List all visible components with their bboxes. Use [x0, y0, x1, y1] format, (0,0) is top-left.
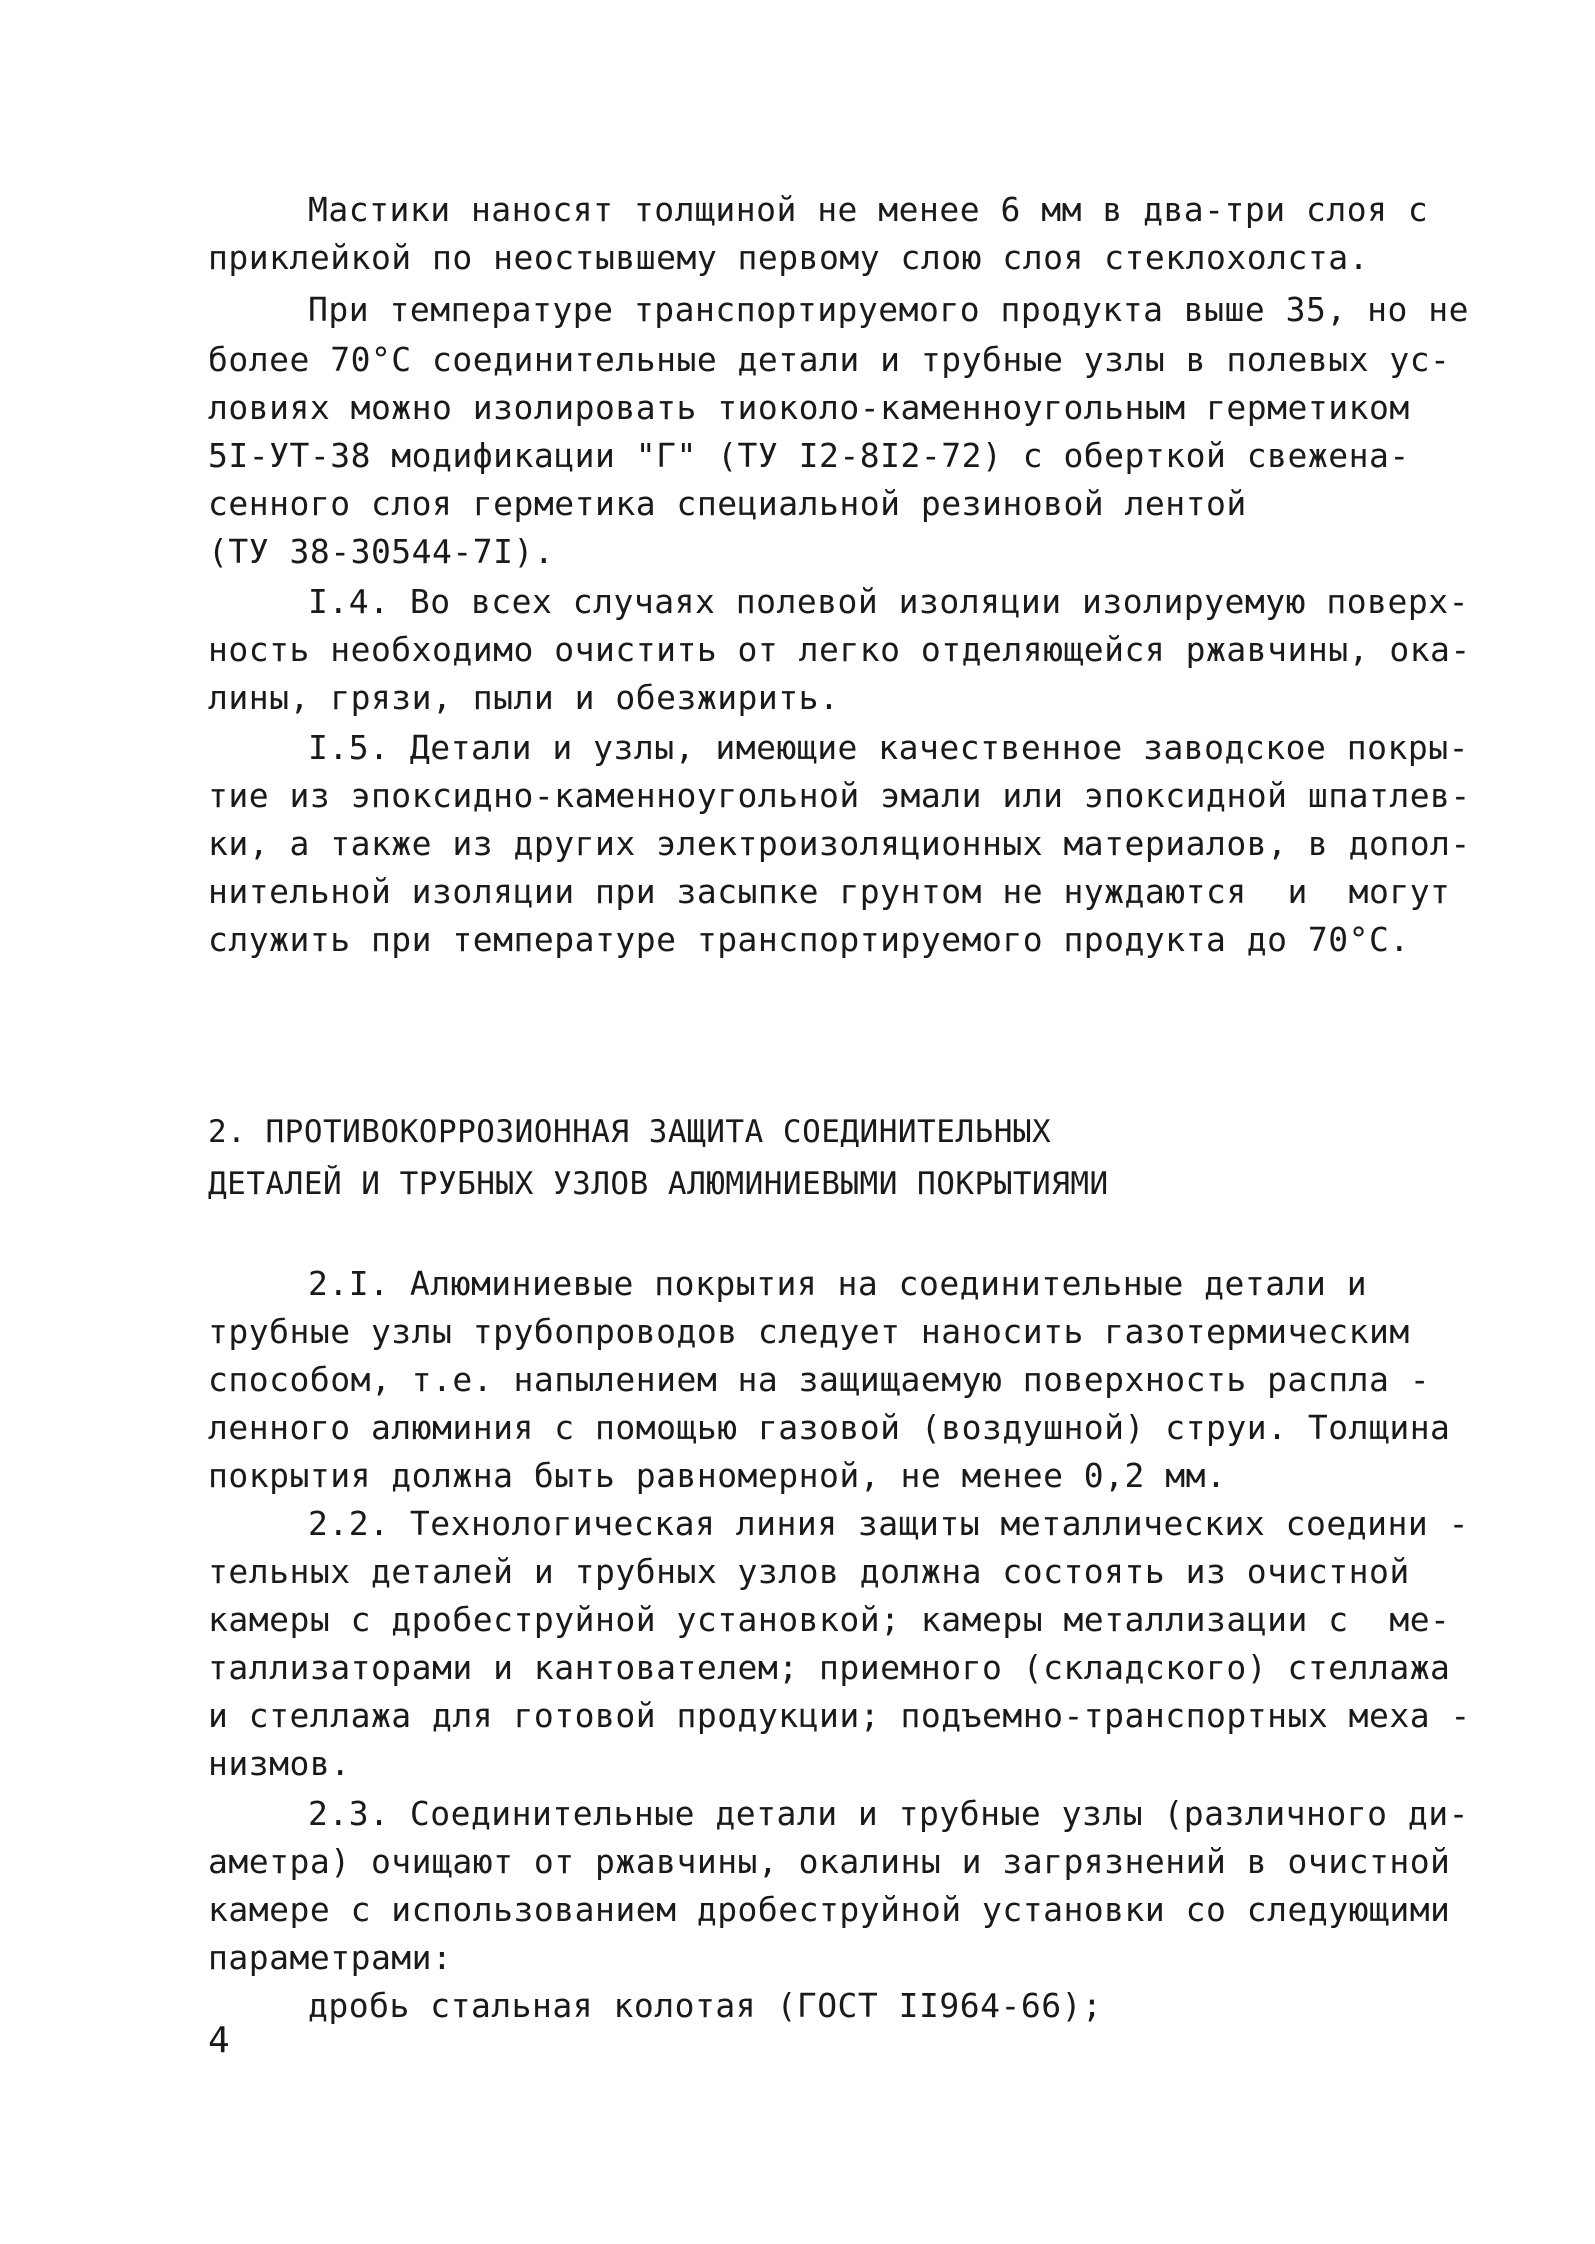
text-line: I.5. Детали и узлы, имеющие качественное заводское покры-: [308, 728, 1469, 767]
text-line: I.4. Во всех случаях полевой изоляции изолируемую поверх-: [308, 582, 1469, 621]
text-line: ловиях можно изолировать тиоколо-каменноугольным герметиком: [208, 388, 1410, 427]
text-line: ленного алюминия с помощью газовой (воздушной) струи. Толщина: [208, 1408, 1451, 1447]
text-line: 5I-УТ-38 модификации "Г" (ТУ I2-8I2-72) с оберткой свежена-: [208, 436, 1410, 475]
text-line: более 70°С соединительные детали и трубные узлы в полевых ус-: [208, 340, 1451, 379]
text-line: (ТУ 38-30544-7I).: [208, 532, 555, 571]
text-line: покрытия должна быть равномерной, не менее 0,2 мм.: [208, 1456, 1227, 1495]
text-line: камеры с дробеструйной установкой; камеры металлизации с ме-: [208, 1600, 1451, 1639]
text-line: камере с использованием дробеструйной установки со следующими: [208, 1890, 1451, 1929]
text-line: ность необходимо очистить от легко отделяющейся ржавчины, ока-: [208, 630, 1471, 669]
text-line: ки, а также из других электроизоляционных материалов, в допол-: [208, 824, 1471, 863]
text-line: аметра) очищают от ржавчины, окалины и загрязнений в очистной: [208, 1842, 1451, 1881]
text-line: трубные узлы трубопроводов следует наносить газотермическим: [208, 1312, 1410, 1351]
text-line: 2.2. Технологическая линия защиты металлических соедини -: [308, 1504, 1469, 1543]
text-line: способом, т.е. напылением на защищаемую поверхность распла -: [208, 1360, 1431, 1399]
section-heading: 2. ПРОТИВОКОРРОЗИОННАЯ ЗАЩИТА СОЕДИНИТЕЛЬНЫХ: [208, 1114, 1052, 1150]
text-line: таллизаторами и кантователем; приемного (складского) стеллажа: [208, 1648, 1451, 1687]
text-line: низмов.: [208, 1744, 351, 1783]
text-line: параметрами:: [208, 1938, 453, 1977]
text-line: Мастики наносят толщиной не менее 6 мм в два-три слоя с: [308, 190, 1429, 229]
text-line: лины, грязи, пыли и обезжирить.: [208, 678, 840, 717]
text-line: 2.3. Соединительные детали и трубные узлы (различного ди-: [308, 1794, 1469, 1833]
text-line: и стеллажа для готовой продукции; подъемно-транспортных меха -: [208, 1696, 1471, 1735]
text-line: сенного слоя герметика специальной резиновой лентой: [208, 484, 1247, 523]
page-number: 4: [208, 2020, 230, 2061]
text-line: приклейкой по неостывшему первому слою слоя стеклохолста.: [208, 238, 1369, 277]
text-line: При температуре транспортируемого продукта выше 35, но не: [308, 290, 1469, 329]
text-line: служить при температуре транспортируемого продукта до 70°С.: [208, 920, 1410, 959]
text-line: нительной изоляции при засыпке грунтом не нуждаются и могут: [208, 872, 1451, 911]
text-line: тие из эпоксидно-каменноугольной эмали или эпоксидной шпатлев-: [208, 776, 1471, 815]
text-line: дробь стальная колотая (ГОСТ II964-66);: [308, 1986, 1103, 2025]
text-line: 2.I. Алюминиевые покрытия на соединительные детали и: [308, 1264, 1368, 1303]
text-line: тельных деталей и трубных узлов должна состоять из очистной: [208, 1552, 1410, 1591]
section-heading: ДЕТАЛЕЙ И ТРУБНЫХ УЗЛОВ АЛЮМИНИЕВЫМИ ПОКРЫТИЯМИ: [208, 1166, 1109, 1202]
